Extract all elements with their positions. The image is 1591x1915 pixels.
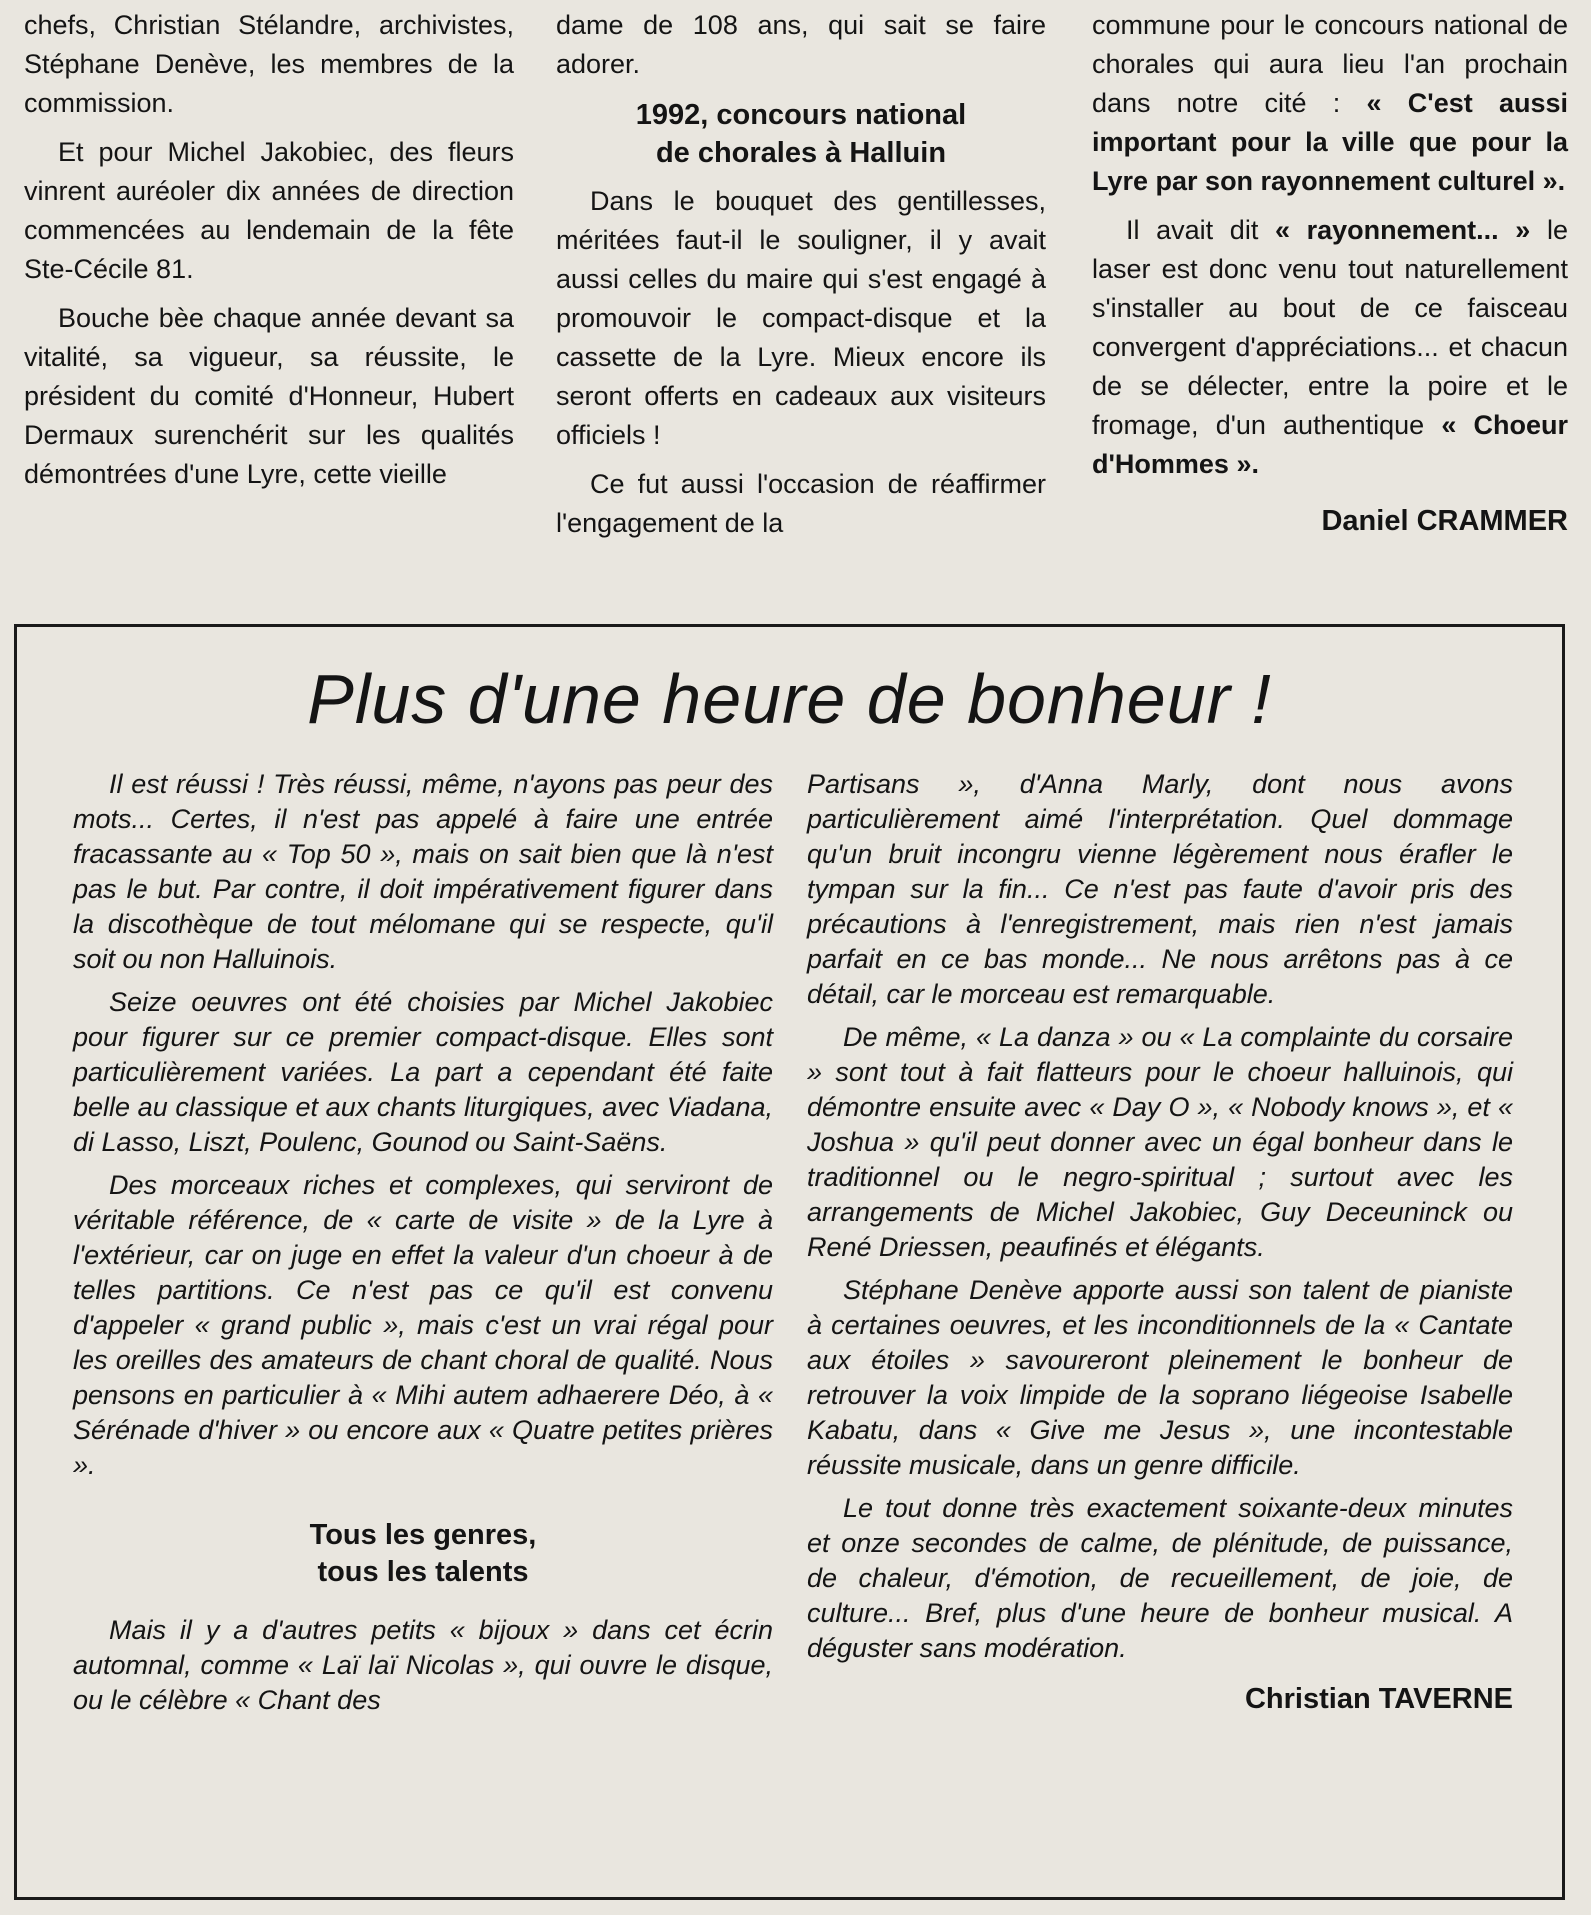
top-paragraph	[1092, 211, 1568, 484]
paragraph-text: Il avait dit	[1126, 215, 1259, 245]
article-paragraph: Seize oeuvres ont été choisies par Michel Jakobiec pour figurer sur ce premier compact-disque. Elles sont particulièrement variées. La part a cependant été faite belle au classique et aux chants liturgiques, avec Viadana, di Lasso, Liszt, Poulenc, Gounod ou Saint-Saëns.	[73, 987, 773, 1157]
article-column-2	[807, 767, 1513, 1717]
top-paragraph: Ce fut aussi l'occasion de réaffirmer l'engagement de la	[556, 469, 1046, 538]
top-paragraph: Bouche bèe chaque année devant sa vitalité, sa vigueur, sa réussite, le président du comité d'Honneur, Hubert Dermaux surenchérit sur les qualités démontrées d'une Lyre, cette vieille	[24, 303, 514, 489]
subheading-line: de chorales à Halluin	[655, 137, 947, 169]
paragraph-text: le laser est donc venu tout naturellement s'installer au bout de ce faisceau convergent d'appréciations... et chacun de se délecter, entre la poire et le fromage, d'un authentique	[1092, 215, 1568, 440]
subheading-line: tous les talents	[317, 1556, 529, 1588]
article-paragraph: Partisans », d'Anna Marly, dont nous avons particulièrement aimé l'interprétation. Quel dommage qu'un bruit incongru vienne légèrement nous érafler le tympan sur la fin... Ce n'est pas faute d'avoir pris des précautions à l'enregistrement, mais rien n'est jamais parfait en ce bas monde... Ne nous arrêtons pas à ce détail, car le morceau est remarquable.	[807, 769, 1513, 1009]
top-paragraph	[1092, 6, 1568, 201]
paragraph-text: commune pour le concours national de chorales qui aura lieu l'an prochain dans notre cité :	[1092, 10, 1568, 118]
article-column-1	[73, 767, 773, 1726]
article-subheading	[73, 1517, 773, 1591]
quote-text: « C'est aussi important pour la ville que pour la Lyre par son rayonnement culturel ».	[1092, 88, 1568, 196]
quote-text: « rayonnement... »	[1274, 215, 1531, 245]
article-headline: Plus d'une heure de bonheur !	[307, 660, 1272, 738]
author-byline: Christian TAVERNE	[1244, 1683, 1513, 1715]
top-column-1	[24, 6, 514, 504]
top-subheading	[556, 96, 1046, 172]
article-paragraph: Le tout donne très exactement soixante-deux minutes et onze secondes de calme, de plénitude, de puissance, de chaleur, d'émotion, de recueillement, de joie, de culture... Bref, plus d'une heure de bonheur musical. A déguster sans modération.	[807, 1493, 1513, 1663]
top-paragraph: dame de 108 ans, qui sait se faire adorer.	[556, 10, 1046, 79]
subheading-line: Tous les genres,	[309, 1519, 537, 1551]
top-column-2	[556, 6, 1046, 553]
top-paragraph: Dans le bouquet des gentillesses, méritées faut-il le souligner, il y avait aussi celles du maire qui s'est engagé à promouvoir le compact-disque et la cassette de la Lyre. Mieux encore ils seront offerts en cadeaux aux visiteurs officiels !	[556, 186, 1046, 450]
subheading-line: 1992, concours national	[635, 99, 967, 131]
top-column-3	[1092, 6, 1568, 541]
quote-text: « Choeur d'Hommes ».	[1092, 410, 1568, 479]
article-frame	[14, 624, 1565, 1900]
article-paragraph: Mais il y a d'autres petits « bijoux » dans cet écrin automnal, comme « Laï laï Nicolas », qui ouvre le disque, ou le célèbre « Chant des	[73, 1615, 773, 1715]
article-paragraph: Stéphane Denève apporte aussi son talent de pianiste à certaines oeuvres, et les inconditionnels de la « Cantate aux étoiles » savoureront pleinement le bonheur de retrouver la voix limpide de la soprano liégeoise Isabelle Kabatu, dans « Give me Jesus », une incontestable réussite musicale, dans un genre difficile.	[807, 1275, 1513, 1480]
article-paragraph: Il est réussi ! Très réussi, même, n'ayons pas peur des mots... Certes, il n'est pas appelé à faire une entrée fracassante au « Top 50 », mais on sait bien que là n'est pas le but. Par contre, il doit impérativement figurer dans la discothèque de tout mélomane qui se respecte, qu'il soit ou non Halluinois.	[73, 769, 773, 974]
article-paragraph: Des morceaux riches et complexes, qui serviront de véritable référence, de « carte de visite » de la Lyre à l'extérieur, car on juge en effet la valeur d'un choeur à de telles partitions. Ce n'est pas ce qu'il est convenu d'appeler « grand public », mais c'est un vrai régal pour les oreilles des amateurs de chant choral de qualité. Nous pensons en particulier à « Mihi autem adhaerere Déo, à « Sérénade d'hiver » ou encore aux « Quatre petites prières ».	[73, 1170, 773, 1480]
author-byline: Daniel CRAMMER	[1321, 505, 1568, 537]
article-paragraph: De même, « La danza » ou « La complainte du corsaire » sont tout à fait flatteurs pour le choeur halluinois, qui démontre ensuite avec « Day O », « Nobody knows », et « Joshua » qu'il peut donner avec un égal bonheur dans le traditionnel ou le negro-spiritual ; surtout avec les arrangements de Michel Jakobiec, Guy Deceuninck ou René Driessen, peaufinés et élégants.	[807, 1022, 1513, 1262]
top-paragraph: Et pour Michel Jakobiec, des fleurs vinrent auréoler dix années de direction commencées au lendemain de la fête Ste-Cécile 81.	[24, 137, 514, 284]
top-paragraph: chefs, Christian Stélandre, archivistes, Stéphane Denève, les membres de la commission.	[24, 10, 514, 118]
